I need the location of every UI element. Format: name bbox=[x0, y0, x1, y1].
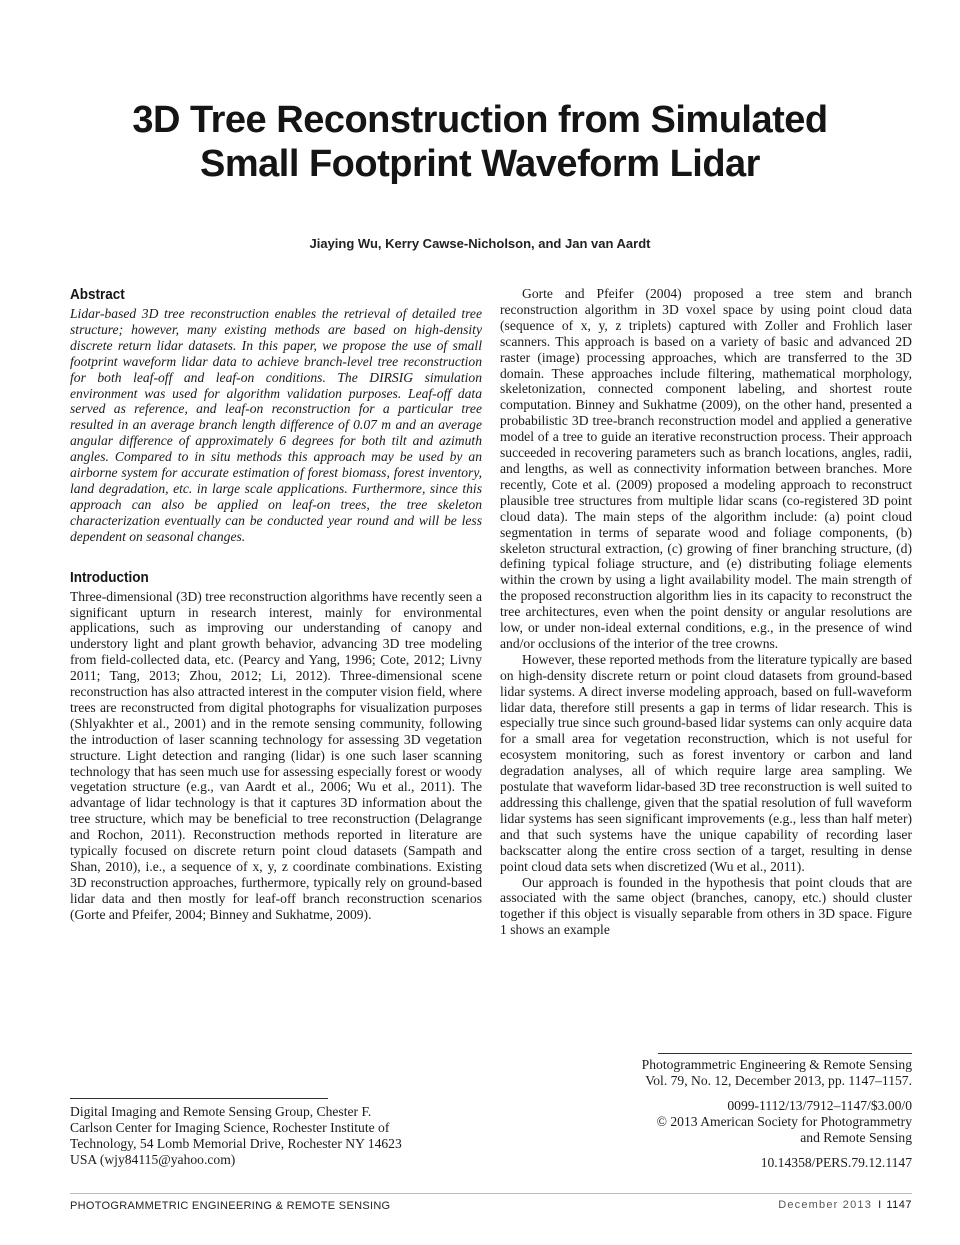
abstract-text: Lidar-based 3D tree reconstruction enables the retrieval of detailed tree structure; however, many existing methods are based on high-density discrete return lidar datasets. In this paper, we propose the use of small footprint waveform lidar data to achieve branch-level tree reconstruction for both leaf-off and leaf-on conditions. The DIRSIG simulation environment was used for algorithm validation purposes. Leaf-off data served as reference, and leaf-on reconstruction for a particular tree resulted in an average branch length difference of 0.07 m and an average angular difference of approximately 6 degrees for both tilt and azimuth angles. Compared to in situ methods this approach may be used by an airborne system for accurate estimation of forest biomass, forest inventory, land degradation, etc. in large scale applications. Furthermore, since this approach can also be applied on leaf-on trees, the tree skeleton characterization eventually can be conducted year round and will be less dependent on seasonal changes. bbox=[70, 306, 482, 544]
copyright-line: and Remote Sensing bbox=[800, 1130, 912, 1145]
journal-issn: 0099-1112/13/7912–1147/$3.00/0 bbox=[727, 1098, 912, 1113]
left-column bbox=[70, 286, 482, 923]
introduction-text: Three-dimensional (3D) tree reconstruction algorithms have recently seen a significant upturn in research interest, mainly for environmental applications, such as improving our understanding of canopy and understory light and plant growth behavior, advancing 3D tree modeling from field-collected data, etc. (Pearcy and Yang, 1996; Cote, 2012; Livny 2011; Tang, 2013; Zhou, 2012; Li, 2012). Three-dimensional scene reconstruction has also attracted interest in the computer vision field, where trees are reconstructed from digital photographs for visualization purposes (Shlyakhter et al., 2001) and in the remote sensing community, following the introduction of laser scanning technology for assessing 3D vegetation structure. Light detection and ranging (lidar) is one such laser scanning technology that has seen much use for assessing especially forest or woody vegetation structure (e.g., van Aardt et al., 2006; Wu et al., 2011). The advantage of lidar technology is that it captures 3D information about the tree structure, which may be beneficial to tree reconstruction (Delagrange and Rochon, 2011). Reconstruction methods reported in literature are typically focused on discrete return point cloud datasets (Sampath and Shan, 2010), i.e., a sequence of x, y, z coordinate combinations. Existing 3D reconstruction approaches, furthermore, typically rely on ground-based lidar data and then mostly for leaf-off branch reconstruction scenarios (Gorte and Pfeifer, 2004; Binney and Sukhatme, 2009). bbox=[70, 588, 482, 922]
paper-title bbox=[80, 98, 880, 186]
abstract-heading: Abstract bbox=[70, 286, 125, 303]
affiliation-line: Carlson Center for Imaging Science, Rochester Institute of bbox=[70, 1120, 390, 1135]
body-paragraph: Our approach is founded in the hypothesis that point clouds that are associated with the same object (branches, canopy, etc.) should cluster together if this object is visually separable from others in 3D space. Figure 1 shows an example bbox=[500, 874, 912, 938]
footer-page-info bbox=[778, 1199, 912, 1211]
footer-journal-name: PHOTOGRAMMETRIC ENGINEERING & REMOTE SENSING bbox=[70, 1200, 391, 1212]
doi: 10.14358/PERS.79.12.1147 bbox=[760, 1155, 912, 1170]
title-line-2: Small Footprint Waveform Lidar bbox=[200, 143, 760, 185]
journal-info bbox=[560, 1057, 912, 1171]
body-paragraph: However, these reported methods from the literature typically are based on high-density discrete return or point cloud datasets from ground-based lidar systems. A direct inverse modeling approach, based on full-waveform lidar data, therefore still presents a gap in terms of lidar research. This is especially true since such ground-based lidar systems can only acquire data for a small area for vegetation reconstruction, which is not useful for ecosystem monitoring, such as forest inventory or carbon and land degradation analyses, all of which require large area sampling. We postulate that waveform lidar-based 3D tree reconstruction is well suited to addressing this challenge, given that the spatial resolution of full waveform lidar systems has seen significant improvements (e.g., less than half meter) and that such systems have the unique capability of recording laser backscatter along the entire cross section of a target, resulting in dense point cloud data sets when discretized (Wu et al., 2011). bbox=[500, 651, 912, 874]
right-column bbox=[500, 286, 912, 938]
page-number: 1147 bbox=[886, 1199, 912, 1211]
body-paragraph: Gorte and Pfeifer (2004) proposed a tree stem and branch reconstruction algorithm in 3D voxel space by using point cloud data (sequence of x, y, z triplets) captured with Zoller and Frohlich laser scanners. This approach is based on a variety of basic and advanced 2D raster (image) processing approaches, which are transferred to the 3D domain. These approaches include filtering, mathematical morphology, skeletonization, connected component labeling, and shortest route computation. Binney and Sukhatme (2009), on the other hand, presented a probabilistic 3D tree-branch reconstruction model and applied a generative model of a tree to guide an iterative reconstruction process. Their approach succeeded in recovering parameters such as branch locations, angles, radii, and lengths, as well as connectivity information between branches. More recently, Cote et al. (2009) proposed a modeling approach to reconstruct plausible tree structures from multiple lidar scans (co-registered 3D point cloud data). The main steps of the algorithm include: (a) point cloud segmentation in terms of separate wood and foliage components, (b) skeleton structural extraction, (c) growing of finer branching structure, (d) defining typical foliage structure, and (e) distributing foliage elements within the crown by using a light availability model. The main strength of the proposed reconstruction algorithm lies in its capacity to reconstruct the tree architectures, even when the point density or angular resolutions are low, or under non-ideal external conditions, e.g., in the presence of wind and/or occlusions of the interior of the tree crowns. bbox=[500, 286, 912, 651]
footer-divider bbox=[70, 1193, 912, 1194]
footer-separator: I bbox=[878, 1199, 883, 1211]
journal-volume: Vol. 79, No. 12, December 2013, pp. 1147–1157. bbox=[645, 1073, 912, 1088]
footer-date: December 2013 bbox=[778, 1199, 873, 1211]
title-line-1: 3D Tree Reconstruction from Simulated bbox=[132, 99, 828, 141]
journal-info-divider bbox=[658, 1053, 912, 1054]
copyright-line: © 2013 American Society for Photogrammetry bbox=[656, 1114, 912, 1129]
affiliation-divider bbox=[70, 1098, 328, 1099]
journal-name: Photogrammetric Engineering & Remote Sensing bbox=[641, 1057, 912, 1072]
affiliation-line: Digital Imaging and Remote Sensing Group, Chester F. bbox=[70, 1104, 372, 1119]
affiliation-line: Technology, 54 Lomb Memorial Drive, Rochester NY 14623 bbox=[70, 1136, 402, 1151]
author-list: Jiaying Wu, Kerry Cawse-Nicholson, and Jan van Aardt bbox=[309, 236, 651, 251]
introduction-heading: Introduction bbox=[70, 568, 149, 586]
author-affiliation bbox=[70, 1104, 490, 1168]
affiliation-line: USA (wjy84115@yahoo.com) bbox=[70, 1152, 236, 1167]
